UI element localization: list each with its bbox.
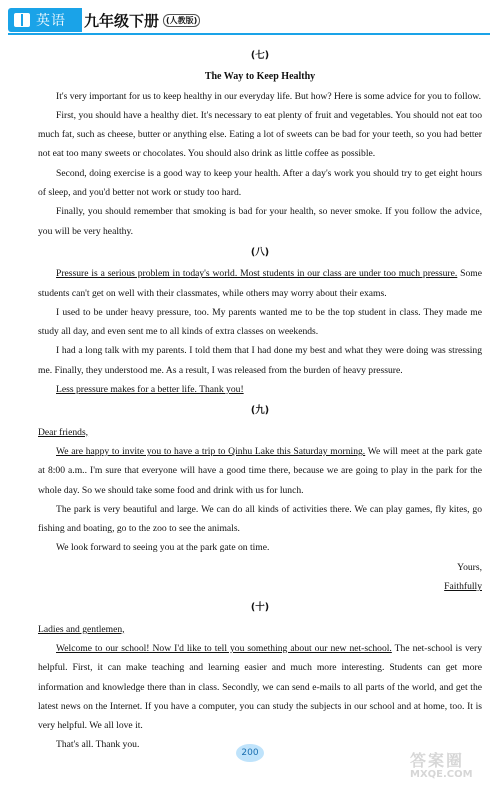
paragraph xyxy=(38,380,482,399)
watermark-text: 答案圈 xyxy=(410,751,465,770)
sentence: We will meet at the park gate at 8:00 a.m.. I'm sure that everyone will have a good time there, because we are going to play in the park for the whole day. So we should take some food and drink with us for lunch. xyxy=(38,445,482,496)
sentence: The net-school is very helpful. First, it can make teaching and learning easier and much more interesting. Students can get more information and knowledge there than in class. Secondly, we can send e-mails to all parts of the world, and get the latest news on the Internet. If you have a computer, you can study the subjects in our school and at home, too. It is very helpful. We all love it. xyxy=(38,642,482,732)
book-icon xyxy=(14,13,30,27)
section-9-label: (九) xyxy=(250,405,270,417)
header-divider xyxy=(8,33,490,35)
paragraph: It's very important for us to keep healthy in our everyday life. But how? Here is some advice for you to follow. xyxy=(56,90,481,102)
paragraph: First, you should have a healthy diet. It's necessary to eat plenty of fruit and vegetables. You should not eat too much fat, such as cheese, butter or anything else. Eating a lot of sweets can be bad for your teeth, so you had better not eat too many sweets or chocolates. You should also drink as little coffee as possible. xyxy=(38,109,482,160)
underlined-sentence: Less pressure makes for a better life. Thank you! xyxy=(56,384,244,396)
paragraph: I used to be under heavy pressure, too. My parents wanted me to be the top student in class. They made me study all day, and even sent me to all kinds of extra classes on weekends. xyxy=(38,306,482,338)
page-number: 200 xyxy=(236,744,264,762)
paragraph xyxy=(38,264,482,303)
letter-signature xyxy=(38,577,482,596)
page-header xyxy=(0,0,500,42)
paragraph: Second, doing exercise is a good way to keep your health. After a day's work you should try to get eight hours of sleep, and you'd better not work or study too hard. xyxy=(38,167,482,199)
watermark-url: MXQE.COM xyxy=(410,769,473,780)
underlined-closing: Faithfully xyxy=(444,581,482,593)
letter-greeting xyxy=(38,423,482,442)
book-title xyxy=(84,8,200,32)
watermark-logo xyxy=(410,748,496,784)
underlined-sentence: Pressure is a serious problem in today's world. Most students in our class are under too much pressure. xyxy=(56,268,458,280)
underlined-sentence: We are happy to invite you to have a trip to Qinhu Lake this Saturday morning. xyxy=(56,445,366,457)
underlined-sentence: Welcome to our school! Now I'd like to tell you something about our new net-school. xyxy=(56,642,392,654)
section-10-label: (十) xyxy=(250,602,270,614)
subject-tag xyxy=(8,8,82,32)
paragraph: The park is very beautiful and large. We can do all kinds of activities there. We can play games, fly kites, go fishing and boating, go to the zoo to see the animals. xyxy=(38,503,482,535)
speech-greeting xyxy=(38,620,482,639)
section-7-label: (七) xyxy=(250,50,270,61)
underlined-greeting: Dear friends, xyxy=(38,426,89,438)
edition-label: (人教版) xyxy=(163,14,200,27)
underlined-greeting: Ladies and gentlemen, xyxy=(38,623,125,635)
paragraph xyxy=(38,442,482,500)
letter-closing: Yours, xyxy=(457,561,482,573)
paragraph: Finally, you should remember that smoking is bad for your health, so never smoke. If you follow the advice, you will be very healthy. xyxy=(38,206,482,237)
sentence: Some students can't get on well with their classmates, while others may worry about their exams. xyxy=(38,268,482,299)
subject-label: 英语 xyxy=(36,13,66,29)
grade-label: 九年级下册 xyxy=(84,11,160,30)
paragraph: I had a long talk with my parents. I told them that I had done my best and what they were doing was stressing me. Finally, they understood me. As a result, I was released from the burden of heavy pressure. xyxy=(38,345,482,376)
paragraph: That's all. Thank you. xyxy=(56,739,140,751)
paragraph: We look forward to seeing you at the park gate on time. xyxy=(56,542,270,554)
section-7-heading: The Way to Keep Healthy xyxy=(204,71,316,83)
paragraph xyxy=(38,639,482,735)
section-8-label: (八) xyxy=(250,246,270,258)
page-content xyxy=(38,44,482,755)
